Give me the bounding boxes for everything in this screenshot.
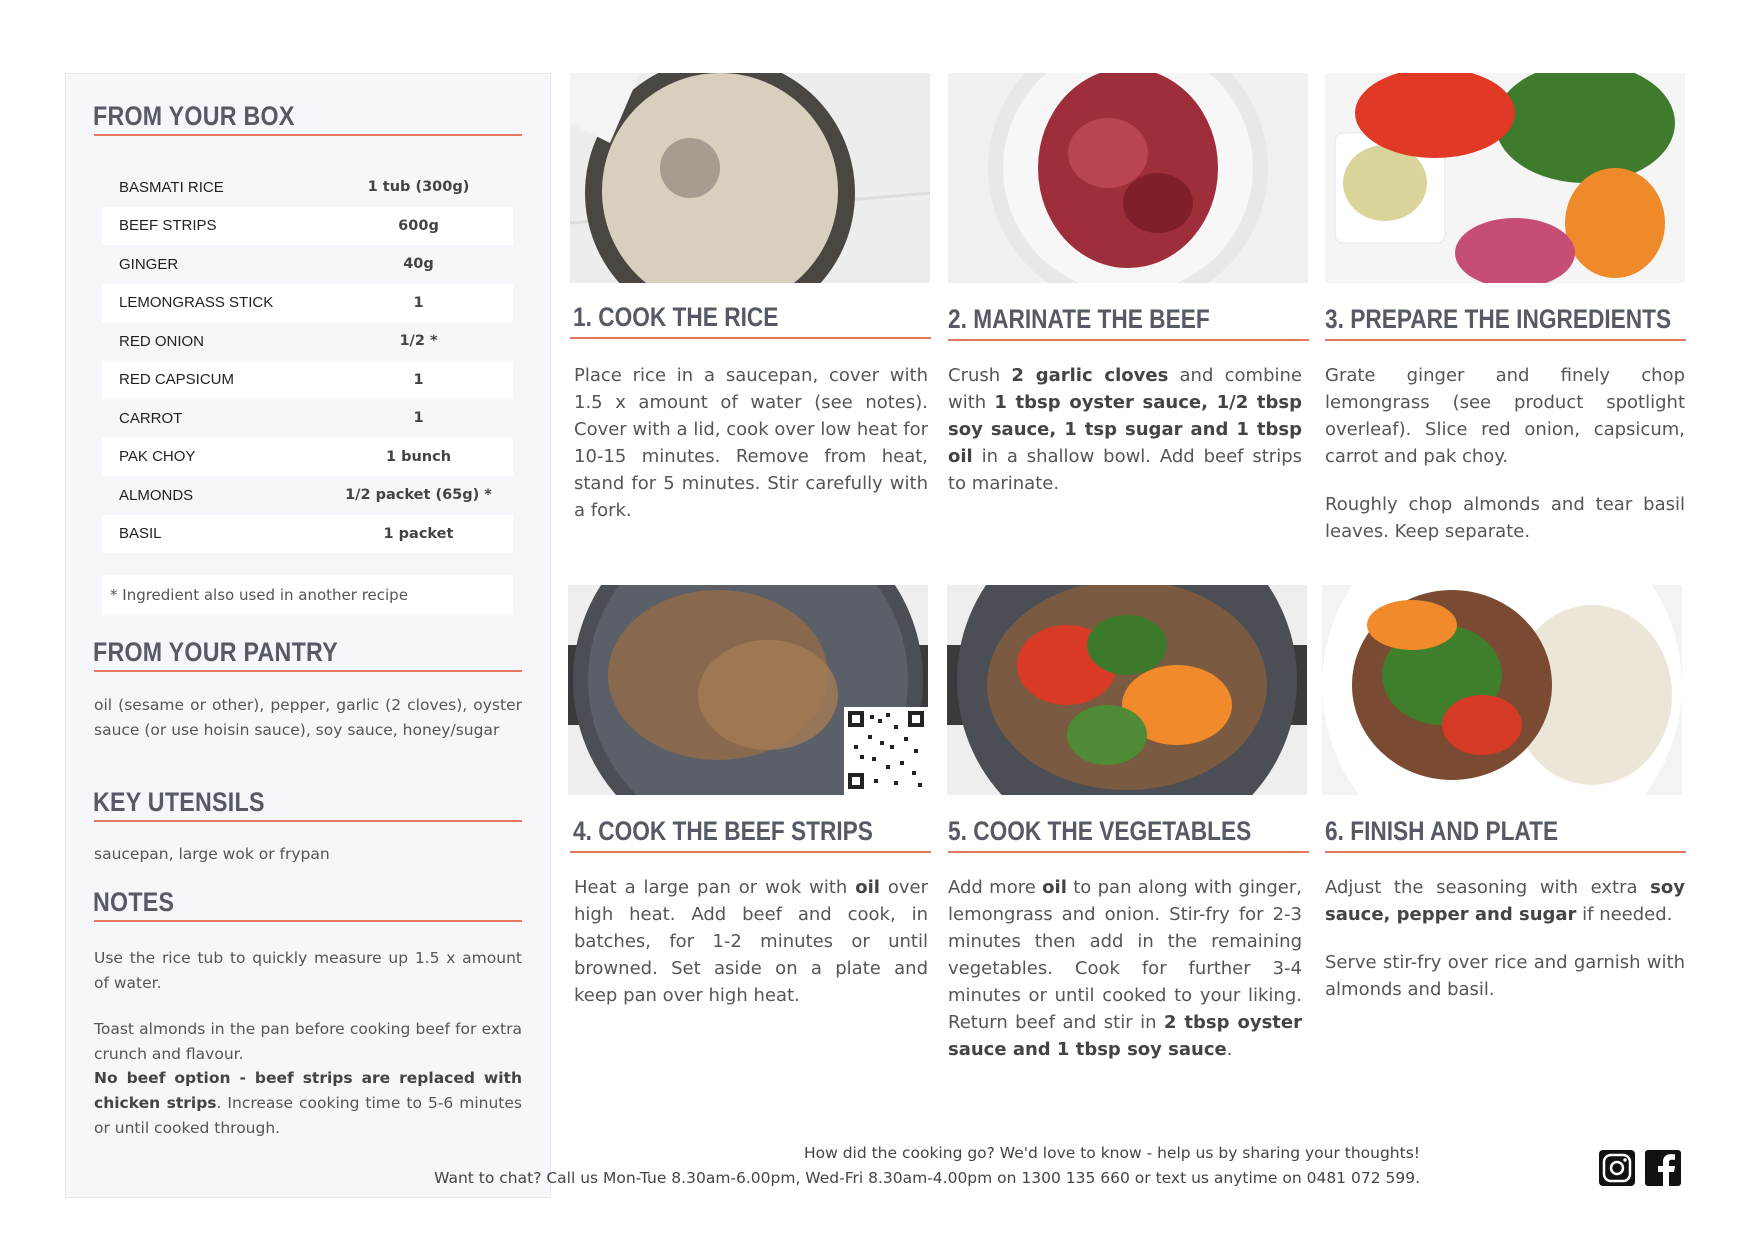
ingredients-photo [1325, 73, 1685, 283]
ingredient-name: RED ONION [119, 332, 205, 350]
text-run: if needed. [1576, 904, 1673, 925]
text-bold: 1 tbsp oyster sauce, 1/2 tbsp soy sauce, 1 tsp sugar and 1 tbsp oil [948, 392, 1302, 467]
text-bold: soy sauce, pepper and sugar [1325, 877, 1685, 925]
ingredient-qty: 600g [398, 217, 439, 234]
title-rule [94, 134, 522, 136]
text-run: Crush [948, 365, 1012, 386]
key-utensils-title: KEY UTENSILS [93, 787, 265, 817]
ingredient-name: PAK CHOY [119, 448, 196, 466]
ingredients-panel [65, 73, 551, 1198]
ingredient-row [102, 361, 513, 400]
text-bold: oil [1042, 877, 1067, 898]
step-1-title: 1. COOK THE RICE [573, 302, 779, 332]
step-rule [948, 851, 1309, 853]
ingredient-qty: 1 packet [383, 525, 454, 542]
text-bold: 2 garlic cloves [1011, 365, 1169, 386]
step-3-text [1325, 362, 1685, 545]
note-3 [94, 1066, 522, 1141]
ingredient-name: BASIL [119, 525, 162, 543]
ingredient-row [102, 515, 513, 554]
step-rule [948, 339, 1309, 341]
paragraph: Grate ginger and finely chop lemongrass (see product spotlight overleaf). Slice red onion, capsicum, carrot and pak choy. [1325, 365, 1685, 467]
text-run: . [1226, 1039, 1233, 1060]
step-4-text [574, 874, 928, 1009]
paragraph: Roughly chop almonds and tear basil leaves. Keep separate. [1325, 494, 1685, 542]
ingredient-footnote: * Ingredient also used in another recipe [102, 575, 513, 615]
ingredient-row [102, 322, 513, 361]
beef-strips-photo [568, 585, 928, 795]
title-rule [94, 670, 522, 672]
note-2: Toast almonds in the pan before cooking beef for extra crunch and flavour. [94, 1020, 522, 1063]
text-bold: oil [855, 877, 880, 898]
note-3-rest: . Increase cooking time to 5-6 minutes or until cooked through. [94, 1094, 522, 1137]
ingredient-row [102, 284, 513, 323]
paragraph [1325, 874, 1685, 928]
ingredient-table [102, 168, 513, 553]
ingredient-row [102, 476, 513, 515]
facebook-icon[interactable] [1645, 1150, 1681, 1186]
notes-title: NOTES [93, 887, 175, 917]
rice-photo [570, 73, 930, 283]
instagram-icon[interactable] [1599, 1150, 1635, 1186]
step-6-text [1325, 874, 1685, 1003]
step-5-title: 5. COOK THE VEGETABLES [948, 816, 1252, 846]
ingredient-qty: 40g [403, 256, 434, 273]
note-1: Use the rice tub to quickly measure up 1.5 x amount of water. [94, 949, 522, 992]
note-3-bold: No beef option - beef strips are replaced with chicken strips [94, 1069, 522, 1112]
paragraph: Serve stir-fry over rice and garnish with almonds and basil. [1325, 952, 1685, 1000]
step-rule [570, 337, 931, 339]
text-run: Heat a large pan or wok with [574, 877, 856, 898]
step-6-title: 6. FINISH AND PLATE [1325, 816, 1559, 846]
utensils-text: saucepan, large wok or frypan [94, 845, 330, 863]
ingredient-qty: 1/2 packet (65g) * [345, 487, 492, 504]
ingredient-row [102, 399, 513, 438]
ingredient-name: RED CAPSICUM [119, 371, 235, 389]
contact-text: Want to chat? Call us Mon-Tue 8.30am-6.00pm, Wed-Fri 8.30am-4.00pm on 1300 135 660 or text us anytime on 0481 072 599. [434, 1169, 1420, 1187]
ingredient-qty: 1 [413, 294, 424, 311]
from-your-box-title: FROM YOUR BOX [93, 101, 295, 131]
step-2-title: 2. MARINATE THE BEEF [948, 304, 1210, 334]
beef-photo [948, 73, 1308, 283]
text-bold: 2 tbsp oyster sauce and 1 tbsp soy sauce [948, 1012, 1302, 1060]
step-1-text: Place rice in a saucepan, cover with 1.5 x amount of water (see notes). Cover with a lid, cook over low heat for 10-15 minutes. Remove from heat, stand for 5 minutes. Stir carefully with a fork. [574, 365, 928, 521]
text-run: and combine with [948, 365, 1302, 413]
ingredient-name: BEEF STRIPS [119, 217, 217, 235]
final-dish-photo [1322, 585, 1682, 795]
from-your-pantry-title: FROM YOUR PANTRY [93, 637, 338, 667]
ingredient-name: LEMONGRASS STICK [119, 294, 274, 312]
pantry-text: oil (sesame or other), pepper, garlic (2 cloves), oyster sauce (or use hoisin sauce), soy sauce, honey/sugar [94, 696, 522, 739]
ingredient-qty: 1 [413, 371, 424, 388]
ingredient-qty: 1 [413, 410, 424, 427]
title-rule [94, 920, 522, 922]
text-run: in a shallow bowl. Add beef strips to marinate. [948, 446, 1302, 494]
ingredient-name: CARROT [119, 409, 183, 427]
ingredient-name: GINGER [119, 255, 179, 273]
ingredient-qty: 1 bunch [385, 448, 452, 465]
ingredient-row [102, 245, 513, 284]
step-rule [1325, 851, 1686, 853]
ingredient-qty: 1/2 * [399, 333, 438, 350]
title-rule [94, 820, 522, 822]
text-run: Adjust the seasoning with extra [1325, 877, 1651, 898]
text-run: Add more [948, 877, 1043, 898]
text-run: to pan along with ginger, lemongrass and onion. Stir-fry for 2-3 minutes then add in the remaining vegetables. Cook for further 3-4 minutes or until cooked to your liking. Return beef and stir in [948, 877, 1302, 1033]
step-rule [1325, 339, 1686, 341]
ingredient-name: ALMONDS [119, 486, 194, 504]
ingredient-name: BASMATI RICE [119, 178, 224, 196]
ingredient-row [102, 168, 513, 207]
feedback-text: How did the cooking go? We'd love to know - help us by sharing your thoughts! [803, 1144, 1420, 1162]
vegetables-photo [947, 585, 1307, 795]
ingredient-row [102, 207, 513, 246]
step-rule [570, 851, 931, 853]
ingredient-row [102, 438, 513, 477]
step-5-text [948, 874, 1302, 1063]
step-2-text [948, 362, 1302, 497]
step-3-title: 3. PREPARE THE INGREDIENTS [1325, 304, 1672, 334]
step-4-title: 4. COOK THE BEEF STRIPS [573, 816, 873, 846]
ingredient-qty: 1 tub (300g) [367, 179, 470, 196]
text-run: over high heat. Add beef and cook, in batches, for 1-2 minutes or until browned. Set aside on a plate and keep pan over high heat. [574, 877, 928, 1006]
